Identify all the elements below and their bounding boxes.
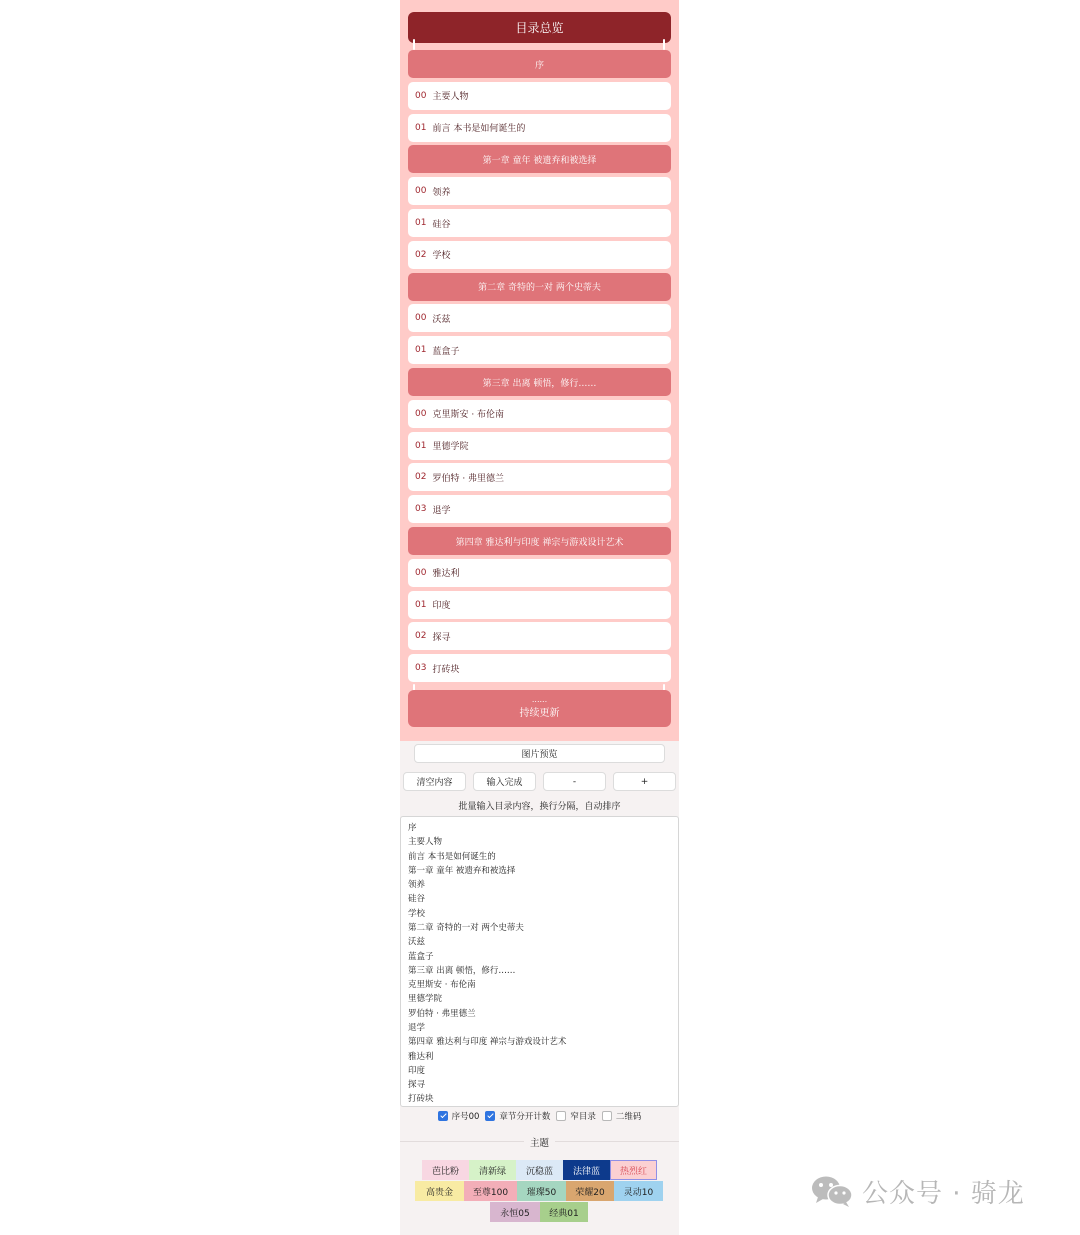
image-preview-button[interactable]: 图片预览 — [414, 744, 665, 763]
toc-item-label: 克里斯安 · 布伦南 — [432, 410, 505, 421]
toc-item-row — [408, 82, 671, 110]
toc-item-row — [408, 209, 671, 237]
toc-chapter-row: 第四章 雅达利与印度 禅宗与游戏设计艺术 — [408, 527, 671, 555]
toc-item-number: 00 — [415, 567, 427, 578]
theme-swatch[interactable]: 热烈红 — [610, 1160, 657, 1180]
toc-item-number: 00 — [415, 408, 427, 419]
toc-item-row — [408, 241, 671, 269]
option-label: 序号00 — [451, 1112, 480, 1122]
toc-chapter-row: 序 — [408, 50, 671, 78]
decrease-button[interactable]: - — [543, 772, 606, 791]
toc-item-number: 02 — [415, 249, 427, 260]
watermark-text: 公众号 · 骑龙 — [862, 1178, 1025, 1209]
toc-item-label: 印度 — [432, 601, 451, 612]
toc-footer — [408, 690, 671, 727]
toc-item-number: 01 — [415, 599, 427, 610]
bulk-input-hint: 批量输入目录内容，换行分隔，自动排序 — [458, 802, 621, 812]
toc-item-number: 00 — [415, 186, 427, 197]
toc-item-number: 01 — [415, 218, 427, 228]
toc-item-row — [408, 400, 671, 428]
theme-swatch[interactable]: 至尊100 — [464, 1181, 517, 1201]
option-checkbox[interactable] — [602, 1111, 612, 1121]
option-checkbox[interactable] — [556, 1111, 566, 1121]
toc-item-number: 02 — [415, 472, 427, 483]
toc-item-row — [408, 654, 671, 682]
toc-item-label: 蓝盒子 — [432, 346, 460, 357]
toc-title: 目录总览 — [408, 12, 671, 43]
toc-item-number: 00 — [415, 90, 427, 101]
increase-button[interactable]: + — [613, 772, 676, 791]
toc-item-label: 探寻 — [432, 632, 451, 643]
toc-item-row — [408, 495, 671, 523]
toc-item-row — [408, 177, 671, 205]
wechat-icon — [810, 1174, 854, 1208]
toc-footer-label: 持续更新 — [519, 708, 560, 719]
toc-item-label: 硅谷 — [432, 219, 451, 230]
toc-preview — [400, 0, 679, 741]
toc-item-number: 01 — [415, 122, 427, 133]
toc-chapter-row: 第一章 童年 被遗弃和被选择 — [408, 145, 671, 173]
toc-item-number: 01 — [415, 440, 427, 451]
toc-item-number: 03 — [415, 504, 427, 515]
option-checkbox[interactable] — [438, 1111, 448, 1121]
binder-pin — [663, 39, 665, 50]
theme-swatch[interactable]: 永恒05 — [490, 1202, 540, 1222]
options-row — [400, 1109, 679, 1123]
toc-item-label: 主要人物 — [432, 92, 469, 103]
option-3[interactable] — [602, 1110, 642, 1122]
theme-swatch[interactable]: 清新绿 — [469, 1160, 516, 1180]
option-label: 章节分开计数 — [499, 1112, 551, 1122]
option-1[interactable] — [485, 1110, 550, 1122]
toc-chapter-row: 第三章 出离 顿悟，修行…… — [408, 368, 671, 396]
toc-item-row — [408, 432, 671, 460]
watermark — [810, 1172, 1025, 1210]
toc-item-row — [408, 114, 671, 142]
theme-section-title: 主题 — [529, 1138, 549, 1149]
toc-item-label: 学校 — [432, 251, 451, 262]
toc-item-row — [408, 304, 671, 332]
theme-swatch[interactable]: 灵动10 — [614, 1181, 663, 1201]
toc-item-row — [408, 622, 671, 650]
clear-content-button[interactable]: 清空内容 — [403, 772, 466, 791]
toc-item-label: 退学 — [432, 505, 451, 516]
toc-item-label: 沃兹 — [432, 314, 451, 325]
toc-item-label: 雅达利 — [432, 569, 460, 580]
toc-item-row — [408, 463, 671, 491]
theme-swatch[interactable]: 高贵金 — [415, 1181, 464, 1201]
option-0[interactable] — [438, 1110, 480, 1122]
toc-item-row — [408, 559, 671, 587]
toc-item-label: 领养 — [432, 187, 451, 198]
toc-item-number: 03 — [415, 663, 427, 674]
toc-item-number: 02 — [415, 631, 427, 642]
toc-footer-dots: ...... — [531, 695, 548, 704]
toc-item-number: 00 — [415, 313, 427, 324]
theme-swatch[interactable]: 芭比粉 — [422, 1160, 469, 1180]
toc-item-label: 打砖块 — [432, 664, 460, 675]
toc-chapter-row: 第二章 奇特的一对 两个史蒂夫 — [408, 273, 671, 301]
toc-item-number: 01 — [415, 345, 427, 356]
toc-item-label: 罗伯特 · 弗里德兰 — [432, 473, 505, 484]
theme-swatch[interactable]: 荣耀20 — [566, 1181, 614, 1201]
theme-swatch[interactable]: 沉稳蓝 — [516, 1160, 563, 1180]
theme-swatch[interactable]: 法律蓝 — [563, 1160, 610, 1180]
binder-pin — [413, 39, 415, 50]
option-2[interactable] — [556, 1110, 596, 1122]
toc-item-row — [408, 336, 671, 364]
option-label: 窄目录 — [570, 1112, 596, 1122]
bulk-toc-input[interactable] — [400, 816, 679, 1107]
theme-swatch[interactable]: 经典01 — [540, 1202, 588, 1222]
option-label: 二维码 — [615, 1112, 642, 1122]
editor-panel — [400, 0, 679, 1235]
input-done-button[interactable]: 输入完成 — [473, 772, 536, 791]
toc-item-label: 前言 本书是如何诞生的 — [432, 124, 526, 135]
theme-swatch[interactable]: 璀璨50 — [517, 1181, 566, 1201]
toc-item-label: 里德学院 — [432, 442, 469, 453]
toc-item-row — [408, 591, 671, 619]
option-checkbox[interactable] — [485, 1111, 495, 1121]
